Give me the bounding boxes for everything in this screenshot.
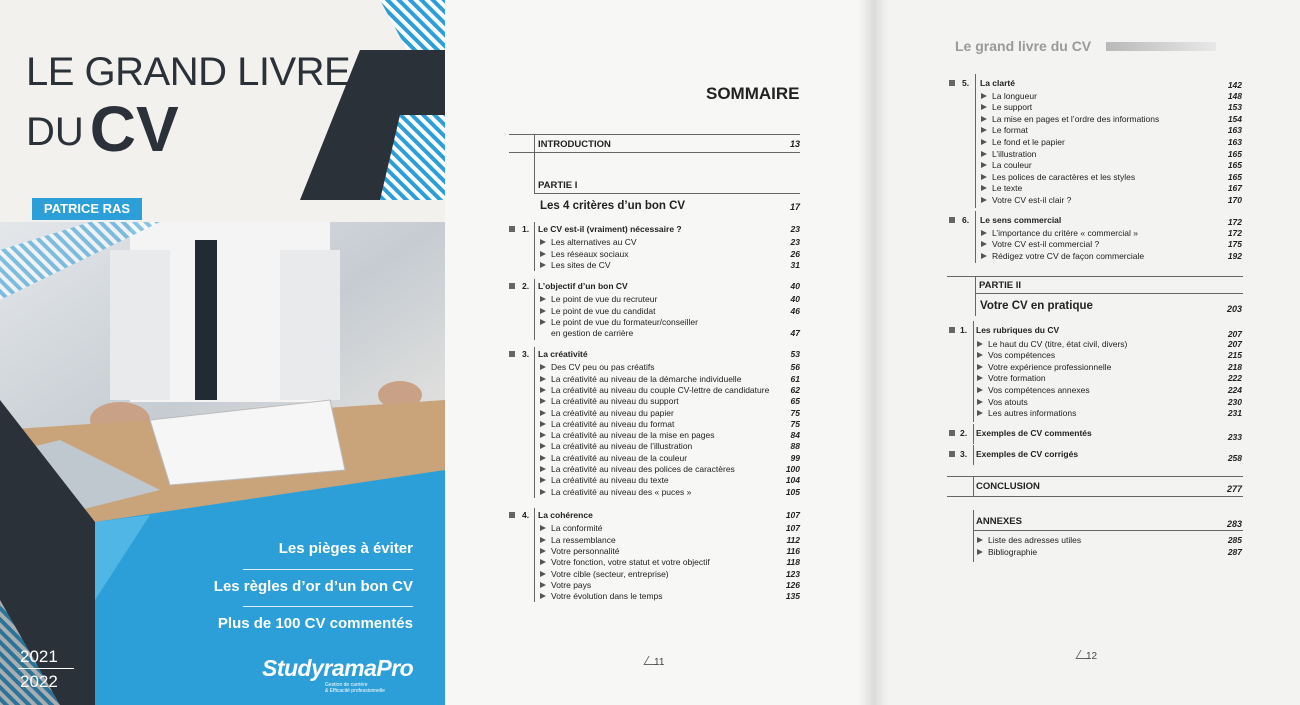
toc-item-label: Rédigez votre CV de façon commerciale	[992, 250, 1145, 261]
toc-item	[981, 228, 1138, 238]
toc-item-page: 167	[1227, 183, 1242, 194]
toc-item-page: 112	[786, 534, 800, 545]
part-label: PARTIE II	[979, 280, 1022, 291]
toc-item-label: L’illustration	[992, 148, 1037, 159]
chapter-number: 2.	[960, 428, 968, 438]
triangle-bullet-icon	[977, 375, 983, 381]
toc-item-page: 207	[1227, 338, 1242, 349]
toc-item-label: La créativité au niveau de la démarche individuelle	[551, 373, 742, 384]
toc-item	[540, 294, 657, 304]
toc-item-label: Votre cible (secteur, entreprise)	[551, 568, 669, 579]
toc-item-label: Votre CV est-il commercial ?	[992, 239, 1100, 250]
triangle-bullet-icon	[540, 571, 546, 577]
chapter-page: 233	[1227, 432, 1242, 442]
toc-item	[977, 350, 1055, 360]
chapter-bullet-icon	[949, 217, 955, 223]
toc-item-page: 154	[1227, 113, 1242, 124]
toc-item-label: Votre CV est-il clair ?	[992, 195, 1072, 205]
triangle-bullet-icon	[981, 151, 987, 157]
toc-item	[540, 408, 674, 418]
triangle-bullet-icon	[540, 239, 546, 245]
triangle-bullet-icon	[540, 296, 546, 302]
toc-item-page: 62	[790, 384, 800, 395]
toc-item-label: Les alternatives au CV	[551, 237, 637, 248]
toc-item-label: Le point de vue du formateur/conseiller	[551, 316, 698, 327]
section-rule	[947, 496, 1243, 497]
toc-item	[540, 317, 698, 327]
chapter-vertical-rule	[975, 74, 976, 208]
section-rule	[509, 134, 800, 135]
toc-item-page: 100	[785, 464, 800, 474]
chapter-bullet-icon	[509, 283, 515, 289]
toc-item-label: Les réseaux sociaux	[551, 248, 629, 259]
toc-item	[540, 260, 611, 270]
triangle-bullet-icon	[540, 489, 546, 495]
toc-item-page: 107	[785, 523, 800, 534]
toc-item	[540, 453, 687, 463]
toc-item-page: 123	[785, 568, 800, 579]
triangle-bullet-icon	[540, 443, 546, 449]
toc-item-label: Vos compétences annexes	[988, 385, 1090, 395]
toc-item	[981, 195, 1071, 205]
running-head-bar	[1106, 42, 1216, 51]
toc-item-label: La créativité au niveau du couple CV-lettre de candidature	[551, 384, 770, 395]
triangle-bullet-icon	[540, 537, 546, 543]
chapter-page: 172	[1227, 217, 1242, 227]
section-vertical-rule	[975, 276, 976, 316]
chapter-page: 107	[785, 510, 800, 520]
toc-item-label: La longueur	[992, 90, 1037, 101]
toc-item	[540, 591, 663, 601]
toc-item-page: 47	[790, 328, 800, 339]
triangle-bullet-icon	[540, 559, 546, 565]
triangle-bullet-icon	[977, 352, 983, 358]
triangle-bullet-icon	[981, 197, 987, 203]
toc-item-label: La ressemblance	[551, 534, 616, 545]
cover-year-bottom: 2022	[20, 672, 58, 691]
chapter-number: 6.	[962, 215, 970, 225]
toc-item-page: 165	[1227, 148, 1242, 159]
chapter-title: La cohérence	[538, 510, 593, 520]
toc-item	[981, 183, 1022, 193]
toc-item	[981, 149, 1036, 159]
toc-item-page: 165	[1227, 171, 1242, 182]
triangle-bullet-icon	[540, 398, 546, 404]
running-head: Le grand livre du CV	[955, 38, 1092, 54]
section-rule	[947, 476, 1243, 477]
toc-item-label: Votre évolution dans le temps	[551, 591, 663, 602]
part-page: 203	[1226, 304, 1242, 314]
chapter-vertical-rule	[973, 445, 974, 465]
triangle-bullet-icon	[981, 174, 987, 180]
triangle-bullet-icon	[540, 251, 546, 257]
triangle-bullet-icon	[540, 582, 546, 588]
toc-item-label: La créativité au niveau de l’illustration	[551, 441, 693, 452]
toc-item-page: 215	[1227, 350, 1242, 361]
introduction-label: INTRODUCTION	[538, 139, 611, 150]
triangle-bullet-icon	[977, 549, 983, 555]
toc-item-page: 163	[1227, 125, 1242, 136]
cover-author: PATRICE RAS	[32, 198, 142, 220]
chapter-number: 5.	[962, 78, 970, 88]
toc-item-label: L’importance du critère « commercial »	[992, 227, 1138, 238]
triangle-bullet-icon	[977, 341, 983, 347]
toc-item	[977, 373, 1046, 383]
chapter-title: Le CV est-il (vraiment) nécessaire ?	[538, 224, 682, 234]
triangle-bullet-icon	[977, 410, 983, 416]
toc-item-page: 99	[790, 452, 800, 463]
cover-year-separator	[18, 668, 74, 669]
introduction-page: 13	[789, 139, 800, 149]
cover-tagline-1: Les pièges à éviter	[278, 540, 413, 557]
toc-item-page: 75	[790, 418, 800, 429]
toc-item-label: La créativité au niveau des polices de caractères	[551, 464, 735, 474]
toc-item-label: Des CV peu ou pas créatifs	[551, 362, 655, 373]
chapter-title: Exemples de CV commentés	[976, 428, 1092, 438]
toc-item	[981, 172, 1135, 182]
chapter-vertical-rule	[973, 321, 974, 422]
chapter-number: 1.	[522, 224, 530, 234]
section-rule	[973, 530, 1243, 531]
chapter-page: 53	[790, 349, 800, 359]
chapter-title: Les rubriques du CV	[976, 325, 1060, 335]
triangle-bullet-icon	[977, 364, 983, 370]
triangle-bullet-icon	[540, 548, 546, 554]
triangle-bullet-icon	[540, 262, 546, 268]
toc-item-page: 75	[790, 407, 800, 418]
toc-item	[540, 419, 674, 429]
chapter-title: Exemples de CV corrigés	[976, 449, 1079, 459]
toc-item-page: 163	[1227, 137, 1242, 147]
toc-item-label: Votre personnalité	[551, 545, 620, 556]
toc-item-label: Le texte	[992, 183, 1023, 194]
triangle-bullet-icon	[981, 127, 987, 133]
toc-item-page: 40	[790, 294, 800, 305]
toc-item-label: Le haut du CV (titre, état civil, divers)	[988, 338, 1128, 349]
toc-item	[540, 464, 735, 474]
chapter-vertical-rule	[534, 508, 535, 602]
toc-item	[540, 374, 741, 384]
cover-separator	[243, 606, 413, 607]
triangle-bullet-icon	[981, 253, 987, 259]
toc-item-label: La créativité au niveau de la couleur	[551, 452, 688, 463]
toc-item	[981, 91, 1037, 101]
toc-item-label: La créativité au niveau du format	[551, 418, 675, 429]
toc-item	[981, 160, 1032, 170]
chapter-title: La clarté	[980, 78, 1015, 88]
toc-item-page: 231	[1227, 408, 1242, 419]
toc-item	[540, 362, 654, 372]
chapter-bullet-icon	[509, 226, 515, 232]
toc-item	[540, 430, 715, 440]
toc-item-label: Bibliographie	[988, 546, 1038, 557]
toc-item-label: La créativité au niveau des « puces »	[551, 486, 692, 497]
toc-item-label: La créativité au niveau du support	[551, 396, 679, 407]
toc-item	[540, 249, 629, 259]
chapter-number: 1.	[960, 325, 968, 335]
section-vertical-rule	[973, 510, 974, 562]
toc-item-page: 65	[790, 396, 800, 407]
toc-item	[981, 125, 1028, 135]
triangle-bullet-icon	[540, 376, 546, 382]
book-cover	[0, 0, 445, 705]
triangle-bullet-icon	[540, 410, 546, 416]
triangle-bullet-icon	[540, 364, 546, 370]
toc-item-label: La couleur	[992, 160, 1032, 171]
toc-item-page: 218	[1227, 361, 1242, 372]
chapter-number: 2.	[522, 281, 530, 291]
toc-item	[540, 523, 603, 533]
toc-item-page: 287	[1227, 546, 1242, 557]
triangle-bullet-icon	[981, 162, 987, 168]
toc-item-page: 285	[1227, 535, 1242, 545]
toc-item-label: Vos compétences	[988, 350, 1056, 361]
toc-item-page: 230	[1227, 396, 1242, 407]
toc-item-label: Vos atouts	[988, 396, 1028, 407]
toc-item	[981, 239, 1099, 249]
cover-separator	[243, 569, 413, 570]
triangle-bullet-icon	[981, 104, 987, 110]
toc-item-page: 84	[790, 430, 800, 441]
chapter-bullet-icon	[949, 327, 955, 333]
toc-item	[977, 339, 1127, 349]
toc-item	[540, 535, 616, 545]
part-label: PARTIE I	[538, 180, 578, 191]
chapter-title: L’objectif d’un bon CV	[538, 281, 628, 291]
toc-item	[540, 237, 637, 247]
toc-item	[540, 546, 620, 556]
toc-item-page: 88	[790, 441, 800, 452]
triangle-bullet-icon	[540, 466, 546, 472]
chapter-bullet-icon	[949, 451, 955, 457]
toc-item-page: 31	[790, 259, 800, 270]
chapter-title: Le sens commercial	[980, 215, 1062, 225]
triangle-bullet-icon	[977, 399, 983, 405]
toc-item-page: 23	[790, 237, 800, 248]
toc-item	[540, 441, 692, 451]
triangle-bullet-icon	[981, 139, 987, 145]
page-title: SOMMAIRE	[706, 84, 800, 103]
book-gutter	[858, 0, 888, 705]
toc-item-page: 175	[1227, 239, 1242, 250]
chapter-bullet-icon	[509, 512, 515, 518]
publisher-logo: StudyramaPro	[262, 655, 414, 681]
toc-item-page: 104	[785, 475, 800, 486]
toc-item-page: 224	[1227, 385, 1242, 395]
toc-item-label: Les sites de CV	[551, 259, 611, 270]
toc-item-label: Le point de vue du candidat	[551, 305, 656, 316]
toc-item-page: 105	[785, 486, 800, 497]
part-page: 17	[789, 202, 800, 212]
chapter-page: 142	[1227, 80, 1242, 90]
triangle-bullet-icon	[540, 455, 546, 461]
toc-item-label: Les autres informations	[988, 408, 1077, 419]
toc-item	[540, 569, 669, 579]
chapter-vertical-rule	[534, 279, 535, 340]
toc-item-label: Le support	[992, 102, 1033, 113]
toc-item-page: 148	[1227, 90, 1242, 101]
toc-item	[977, 408, 1076, 418]
cover-title-line1: LE GRAND LIVRE	[26, 50, 351, 94]
toc-item-page: 153	[1227, 102, 1242, 113]
page-number-left: 11	[654, 657, 665, 668]
chapter-number: 3.	[522, 349, 530, 359]
section-rule	[534, 193, 800, 194]
page-number-right: 12	[1086, 651, 1098, 662]
triangle-bullet-icon	[540, 319, 546, 325]
toc-item	[977, 362, 1111, 372]
toc-item-page: 222	[1227, 373, 1242, 384]
triangle-bullet-icon	[540, 593, 546, 599]
toc-item-label: La créativité au niveau du texte	[551, 475, 669, 486]
toc-item-label: Votre expérience professionnelle	[988, 361, 1112, 372]
triangle-bullet-icon	[981, 93, 987, 99]
section-rule	[975, 293, 1243, 294]
chapter-bullet-icon	[509, 351, 515, 357]
toc-item-label: Le fond et le papier	[992, 137, 1065, 147]
section-rule	[509, 152, 800, 153]
toc-item	[977, 547, 1037, 557]
chapter-vertical-rule	[534, 222, 535, 271]
toc-item	[981, 137, 1065, 147]
cover-title-du: DU	[26, 110, 84, 154]
toc-item-label: La créativité au niveau du papier	[551, 407, 674, 418]
chapter-vertical-rule	[975, 211, 976, 263]
cover-title-cv: CV	[89, 93, 179, 165]
triangle-bullet-icon	[977, 387, 983, 393]
part-title: Votre CV en pratique	[980, 300, 1093, 312]
section-rule	[947, 276, 1243, 277]
toc-item	[540, 306, 655, 316]
chapter-number: 3.	[960, 449, 968, 459]
triangle-bullet-icon	[981, 230, 987, 236]
triangle-bullet-icon	[977, 537, 983, 543]
toc-item-label: Liste des adresses utiles	[988, 535, 1082, 545]
toc-item	[977, 535, 1081, 545]
toc-item-label: Le format	[992, 125, 1028, 136]
triangle-bullet-icon	[981, 116, 987, 122]
triangle-bullet-icon	[540, 477, 546, 483]
toc-item-page: 116	[786, 545, 800, 556]
triangle-bullet-icon	[981, 185, 987, 191]
toc-item-page: 192	[1227, 250, 1242, 261]
toc-item-continuation: en gestion de carrière	[551, 328, 634, 339]
toc-item-label: La créativité au niveau de la mise en pages	[551, 430, 715, 441]
toc-item	[540, 487, 691, 497]
triangle-bullet-icon	[540, 525, 546, 531]
toc-item-label: Le point de vue du recruteur	[551, 294, 658, 305]
triangle-bullet-icon	[540, 421, 546, 427]
toc-item-page: 118	[786, 557, 800, 568]
toc-item	[540, 475, 669, 485]
section-vertical-rule	[973, 476, 974, 496]
toc-item	[540, 396, 679, 406]
annexes-page: 283	[1226, 519, 1242, 529]
toc-item	[981, 114, 1159, 124]
chapter-page: 23	[790, 224, 800, 234]
toc-item	[981, 251, 1144, 261]
toc-item-page: 56	[790, 362, 800, 373]
chapter-number: 4.	[522, 510, 530, 520]
conclusion-page: 277	[1226, 484, 1242, 494]
toc-item-page: 172	[1227, 227, 1242, 238]
triangle-bullet-icon	[981, 241, 987, 247]
toc-item	[540, 580, 591, 590]
publisher-subtitle: Gestion de carrière & Efficacité professionnelle	[325, 682, 385, 694]
toc-item-label: La mise en pages et l’ordre des informations	[992, 113, 1160, 124]
chapter-title: La créativité	[538, 349, 588, 359]
toc-item-page: 170	[1227, 195, 1242, 205]
toc-item-label: Votre formation	[988, 373, 1046, 384]
cover-title-line2	[26, 92, 179, 166]
toc-item-page: 26	[790, 248, 800, 259]
annexes-label: ANNEXES	[976, 516, 1022, 527]
toc-item-label: Votre fonction, votre statut et votre objectif	[551, 557, 710, 568]
toc-item	[981, 102, 1032, 112]
toc-item-page: 135	[785, 591, 800, 602]
triangle-bullet-icon	[540, 308, 546, 314]
toc-item	[977, 385, 1090, 395]
triangle-bullet-icon	[540, 387, 546, 393]
toc-item-page: 46	[790, 305, 800, 316]
toc-item	[977, 397, 1028, 407]
part-title: Les 4 critères d’un bon CV	[540, 200, 686, 212]
toc-item-label: La conformité	[551, 523, 603, 534]
cover-tagline-3: Plus de 100 CV commentés	[217, 615, 413, 632]
chapter-page: 40	[790, 281, 800, 291]
triangle-bullet-icon	[540, 432, 546, 438]
toc-item-label: Les polices de caractères et les styles	[992, 171, 1136, 182]
chapter-vertical-rule	[973, 424, 974, 444]
toc-item	[540, 385, 769, 395]
chapter-bullet-icon	[949, 430, 955, 436]
chapter-bullet-icon	[949, 80, 955, 86]
chapter-page: 207	[1227, 329, 1242, 339]
cover-tagline-2: Les règles d’or d’un bon CV	[213, 578, 413, 595]
toc-item	[540, 557, 710, 567]
cover-year-top: 2021	[20, 647, 58, 666]
toc-item-page: 61	[790, 373, 800, 384]
toc-item-page: 126	[785, 579, 800, 590]
section-vertical-rule	[534, 134, 535, 194]
conclusion-label: CONCLUSION	[976, 481, 1040, 492]
chapter-vertical-rule	[534, 347, 535, 498]
toc-item-label: Votre pays	[551, 579, 592, 590]
toc-item-page: 165	[1227, 160, 1242, 171]
chapter-page: 258	[1227, 453, 1242, 463]
